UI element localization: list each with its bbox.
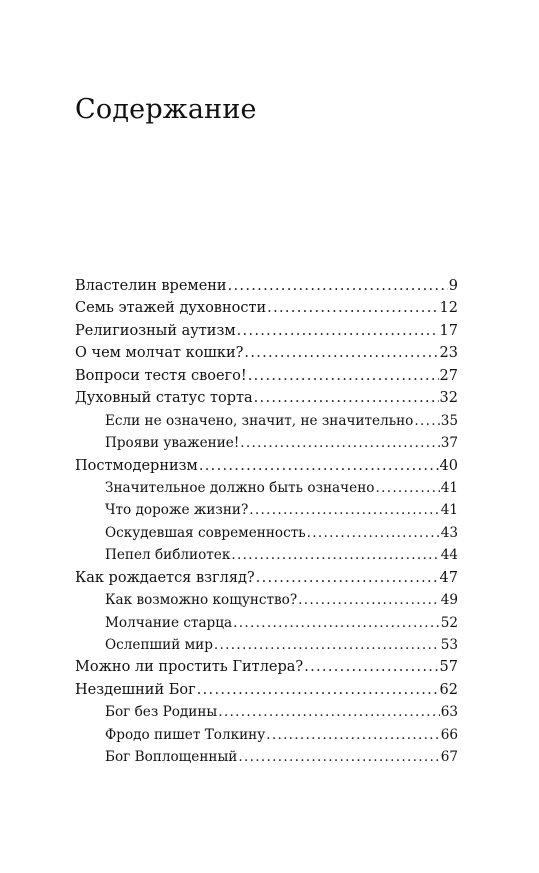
dot-leader: [240, 432, 439, 454]
toc-entry-title: Молчание старца: [105, 614, 233, 631]
toc-subentry: [75, 477, 458, 499]
toc-entry-title: Властелин времени: [75, 278, 227, 294]
toc-entry-title: Семь этажей духовности: [75, 300, 267, 317]
toc-entry: [75, 656, 458, 678]
dot-leader: [244, 342, 438, 364]
toc-entry-title: Как возможно кощунство?: [105, 592, 298, 609]
dot-leader: [218, 701, 439, 723]
table-of-contents: [75, 275, 458, 769]
toc-entry: [75, 567, 458, 589]
dot-leader: [228, 275, 448, 297]
toc-entry-page: 62: [439, 681, 458, 698]
toc-entry-page: 43: [440, 524, 458, 541]
toc-entry-page: 53: [440, 637, 458, 653]
toc-subentry: [75, 589, 458, 611]
toc-subentry: [75, 612, 458, 634]
toc-entry-page: 63: [440, 704, 458, 721]
toc-entry-title: Что дороже жизни?: [105, 502, 249, 519]
toc-subentry: [75, 746, 458, 768]
toc-entry-title: Духовный статус торта: [75, 390, 253, 407]
toc-entry-title: Постмодернизм: [75, 457, 198, 474]
dot-leader: [266, 724, 439, 746]
toc-subentry: [75, 724, 458, 746]
dot-leader: [304, 656, 438, 678]
dot-leader: [237, 320, 439, 342]
toc-subentry: [75, 522, 458, 544]
toc-entry-page: 44: [440, 547, 458, 564]
toc-entry-title: Бог без Родины: [105, 704, 218, 721]
toc-entry-title: Фродо пишет Толкину: [105, 726, 266, 743]
toc-entry: [75, 387, 458, 409]
toc-entry-title: Ослепший мир: [105, 637, 213, 653]
toc-entry-page: 47: [439, 569, 458, 586]
toc-entry-page: 40: [439, 457, 458, 474]
toc-entry: [75, 342, 458, 364]
dot-leader: [298, 589, 440, 611]
toc-subentry: [75, 701, 458, 723]
toc-entry-page: 23: [439, 345, 458, 362]
toc-entry-page: 67: [440, 749, 458, 766]
toc-entry-title: Можно ли простить Гитлера?: [75, 659, 304, 676]
dot-leader: [231, 544, 439, 566]
toc-entry-page: 41: [440, 502, 458, 519]
toc-entry-title: Пепел библиотек: [105, 547, 231, 564]
toc-entry-title: Вопроси тестя своего!: [75, 367, 247, 384]
dot-leader: [238, 746, 439, 768]
toc-entry-page: 12: [439, 300, 458, 317]
toc-subentry: [75, 410, 458, 432]
dot-leader: [199, 455, 439, 477]
dot-leader: [414, 410, 439, 432]
toc-entry-title: Бог Воплощенный: [105, 749, 238, 766]
toc-entry-page: 9: [448, 278, 458, 294]
toc-entry: [75, 297, 458, 319]
toc-entry-title: Нездешний Бог: [75, 681, 196, 698]
toc-entry-page: 57: [439, 659, 458, 676]
toc-entry: [75, 365, 458, 387]
toc-entry: [75, 275, 458, 297]
toc-entry-page: 37: [440, 435, 458, 452]
dot-leader: [233, 612, 440, 634]
toc-entry-page: 32: [439, 390, 458, 407]
toc-entry-title: Если не означено, значит, не значительно: [105, 412, 414, 429]
toc-entry-page: 41: [440, 479, 458, 496]
toc-subentry: [75, 544, 458, 566]
toc-entry-title: Религиозный аутизм: [75, 322, 236, 339]
dot-leader: [214, 634, 440, 656]
dot-leader: [375, 477, 439, 499]
toc-entry: [75, 679, 458, 701]
toc-entry-title: Как рождается взгляд?: [75, 569, 255, 586]
dot-leader: [307, 522, 440, 544]
dot-leader: [256, 567, 439, 589]
toc-entry-page: 35: [440, 412, 458, 429]
toc-entry-title: Значительное должно быть означено: [105, 479, 375, 496]
toc-entry-page: 27: [439, 367, 458, 384]
toc-entry-title: О чем молчат кошки?: [75, 345, 244, 362]
toc-entry-title: Прояви уважение!: [105, 435, 240, 452]
dot-leader: [248, 365, 439, 387]
toc-entry-page: 66: [440, 726, 458, 743]
toc-entry-page: 17: [439, 322, 458, 339]
toc-entry-title: Оскудевшая современность: [105, 524, 306, 541]
toc-entry-page: 52: [440, 614, 458, 631]
dot-leader: [197, 679, 439, 701]
dot-leader: [267, 297, 438, 319]
toc-subentry: [75, 499, 458, 521]
toc-entry-page: 49: [440, 592, 458, 609]
toc-entry: [75, 455, 458, 477]
dot-leader: [254, 387, 439, 409]
toc-entry: [75, 320, 458, 342]
page-title: Содержание: [75, 94, 257, 125]
toc-subentry: [75, 432, 458, 454]
toc-subentry: [75, 634, 458, 656]
dot-leader: [249, 499, 439, 521]
